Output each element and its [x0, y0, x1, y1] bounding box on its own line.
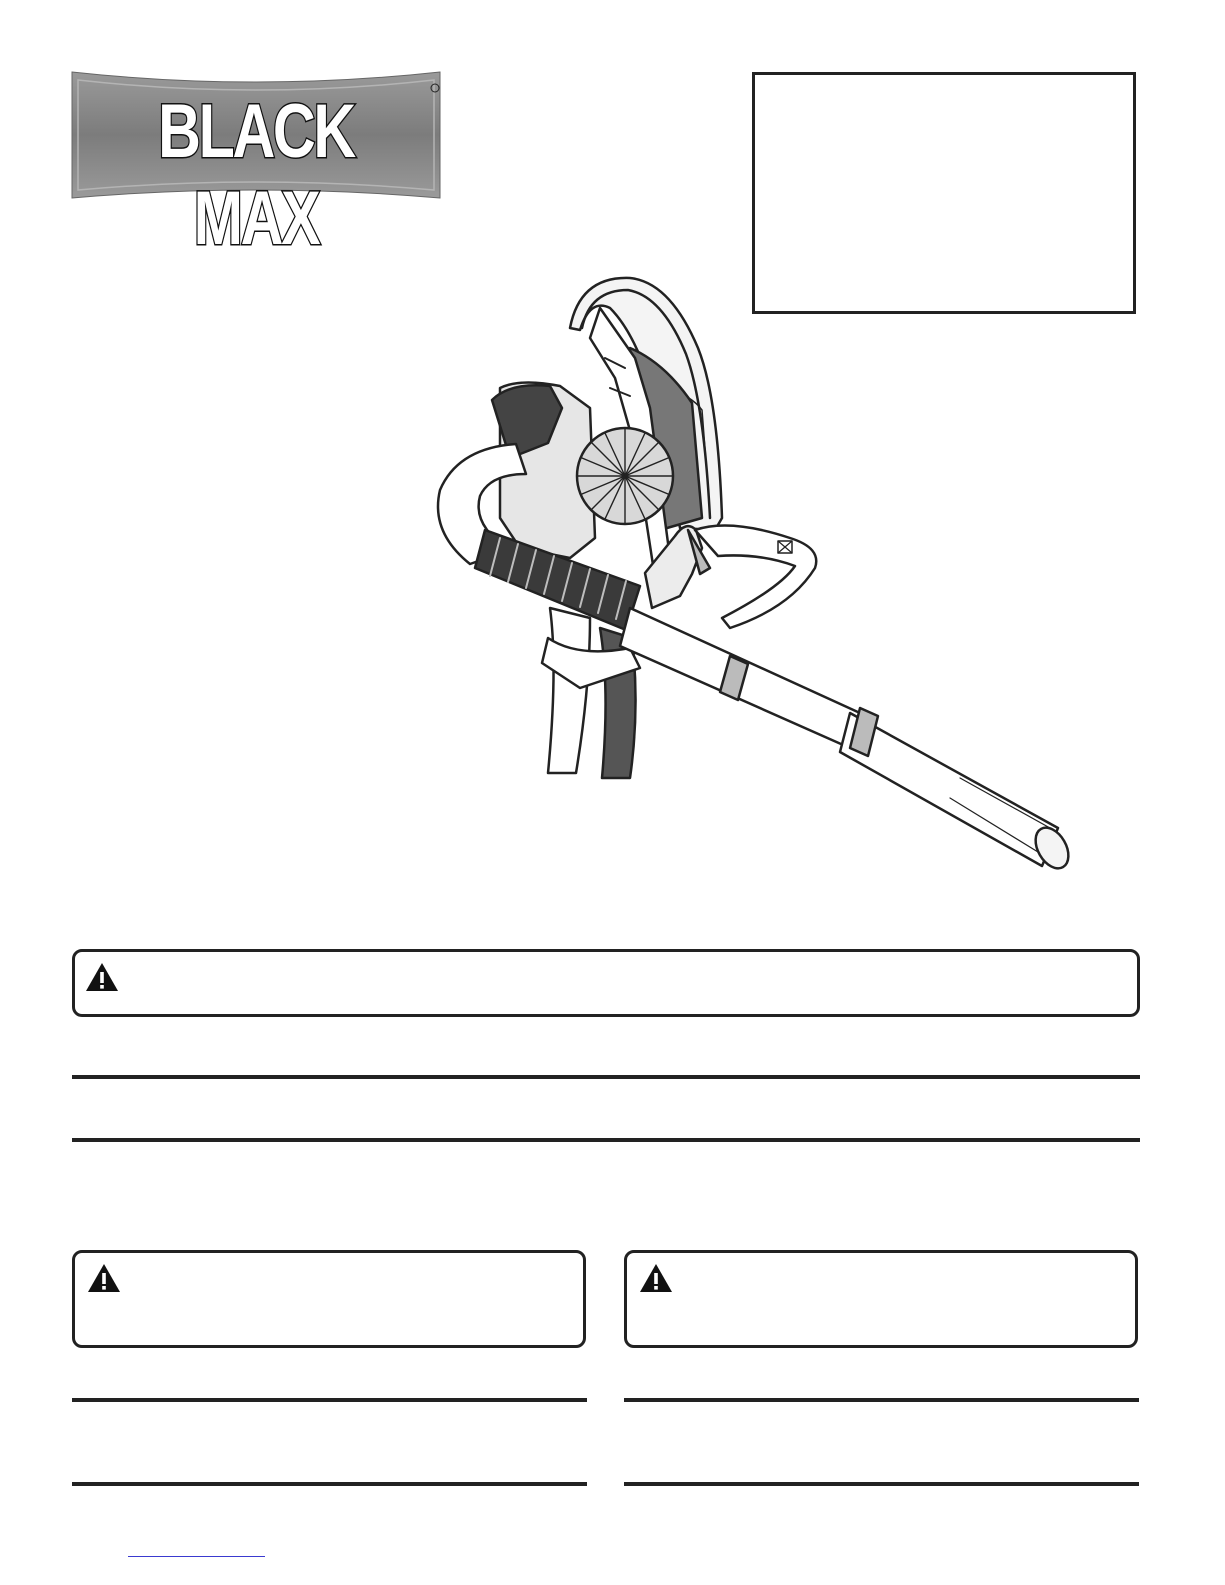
warning-triangle-icon	[87, 1263, 121, 1293]
divider-rule	[72, 1075, 1140, 1079]
hip-belt	[695, 526, 816, 629]
warning-box-main	[72, 949, 1140, 1017]
logo-wordmark: BLACK MAX	[158, 89, 354, 261]
divider-rule	[624, 1398, 1139, 1402]
warning-triangle-icon	[85, 962, 119, 992]
warning-triangle-icon	[639, 1263, 673, 1293]
backpack-blower-illustration	[430, 268, 1090, 880]
hyperlink-underline[interactable]	[128, 1556, 265, 1557]
divider-rule	[72, 1482, 587, 1486]
warning-box-right	[624, 1250, 1138, 1348]
divider-rule	[624, 1482, 1139, 1486]
divider-rule	[72, 1138, 1140, 1142]
divider-rule	[72, 1398, 587, 1402]
warning-box-left	[72, 1250, 586, 1348]
brand-logo	[70, 70, 442, 261]
